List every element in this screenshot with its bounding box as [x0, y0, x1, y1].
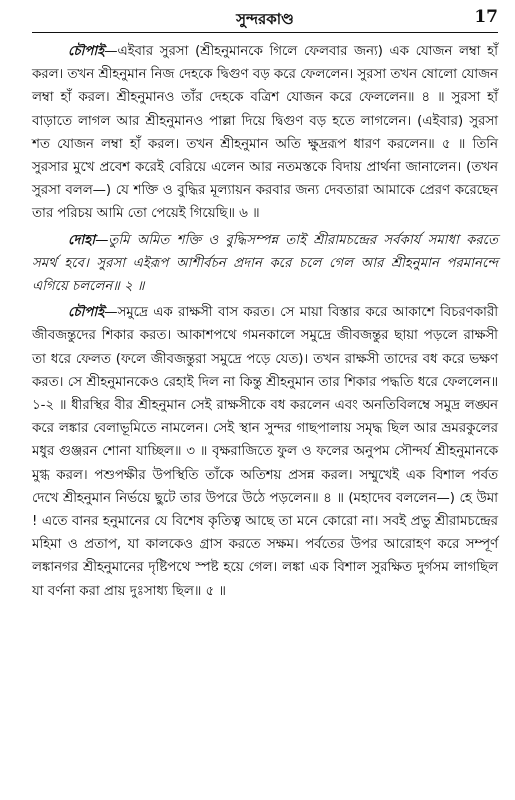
verse-type-label: চৌপাই [68, 44, 105, 59]
chaupai-paragraph-2 [32, 301, 498, 603]
verse-type-label: দোহা [68, 232, 96, 248]
page-header [32, 4, 498, 32]
page-number: 17 [474, 7, 498, 27]
paragraph-text: —সমুদ্রে এক রাক্ষসী বাস করত। সে মায়া বিস্তার করে আকাশে বিচরণকারী জীবজন্তুদের শিকার করত। আকাশপথে গমনকালে সমুদ্রে জীবজন্তুর ছায়া পড়লে রাক্ষসী তা ধরে ফেলত (ফলে জীবজন্তুরা সমুদ্রে পড়ে যেত)। তখন রাক্ষসী তাদের বধ করে ভক্ষণ করত। সে শ্রীহনুমানকেও রেহাই দিল না কিন্তু শ্রীহনুমান তার শিকার পদ্ধতি ধরে ফেললেন॥ ১-২ ॥ ধীরস্থির বীর শ্রীহনুমান সেই রাক্ষসীকে বধ করলেন এবং অনতিবিলম্বে সমুদ্র লঙ্ঘন করে লঙ্কার বেলাভূমিতে নামলেন। সেই স্থান সুন্দর গাছপালায় সমৃদ্ধ ছিল আর ভ্রমরকুলের মধুর গুঞ্জরন শোনা যাচ্ছিল॥ ৩ ॥ বৃক্ষরাজিতে ফুল ও ফলের অনুপম সৌন্দর্য শ্রীহনুমানকে মুগ্ধ করল। পশুপক্ষীর উপস্থিতি তাঁকে অতিশয় প্রসন্ন করল। সম্মুখেই এক বিশাল পর্বত দেখে শ্রীহনুমান নির্ভয়ে ছুটে তার উপরে উঠে পড়লেন॥ ৪ ॥ (মহাদেব বললেন—) হে উমা ! এতে বানর হনুমানের যে বিশেষ কৃতিত্ব আছে তা মনে কোরো না। সবই প্রভু শ্রীরামচন্দ্রের মহিমা ও প্রতাপ, যা কালকেও গ্রাস করতে সক্ষম। পর্বতের উপর আরোহণ করে সম্পূর্ণ লঙ্কানগর শ্রীহনুমানের দৃষ্টিপথে স্পষ্ট হয়ে গেল। লঙ্কা এক বিশাল সুরক্ষিত দুর্গসম লাগছিল যা বর্ণনা করা প্রায় দুঃসাধ্য ছিল॥ ৫ ॥ [32, 305, 498, 599]
chaupai-paragraph-1 [32, 40, 498, 226]
paragraph-text: —এইবার সুরসা (শ্রীহনুমানকে গিলে ফেলবার জন্য) এক যোজন লম্বা হাঁ করল। তখন শ্রীহনুমান নিজ দেহকে দ্বিগুণ বড় করে ফেললেন। সুরসা তখন ষোলো যোজন লম্বা হাঁ করল। শ্রীহনুমানও তাঁর দেহকে বত্রিশ যোজন করে ফেললেন॥ ৪ ॥ সুরসা হাঁ বাড়াতে লাগল আর শ্রীহনুমানও পাল্লা দিয়ে দ্বিগুণ বড় হতে লাগলেন। (এইবার) সুরসা শত যোজন লম্বা হাঁ করল। তখন শ্রীহনুমান অতি ক্ষুদ্ররূপ ধারণ করলেন॥ ৫ ॥ তিনি সুরসার মুখে প্রবেশ করেই বেরিয়ে এলেন আর নতমস্তকে বিদায় প্রার্থনা জানালেন। (তখন সুরসা বলল—) যে শক্তি ও বুদ্ধির মূল্যায়ন করবার জন্য দেবতারা আমাকে প্রেরণ করেছেন তার পরিচয় আমি তো পেয়েই গিয়েছি॥ ৬ ॥ [32, 44, 498, 222]
page-title: সুন্দরকাণ্ড [236, 10, 294, 28]
paragraph-text: —তুমি অমিত শক্তি ও বুদ্ধিসম্পন্ন তাই শ্রীরামচন্দ্রের সর্বকার্য সমাধা করতে সমর্থ হবে। সুরসা এইরূপ আশীর্বচন প্রদান করে চলে গেল আর শ্রীহনুমান পরমানন্দে এগিয়ে চললেন॥ ২ ॥ [32, 232, 498, 295]
header-rule [32, 32, 498, 33]
verse-type-label: চৌপাই [68, 305, 105, 321]
doha-paragraph [32, 229, 498, 299]
text-body [32, 40, 498, 606]
